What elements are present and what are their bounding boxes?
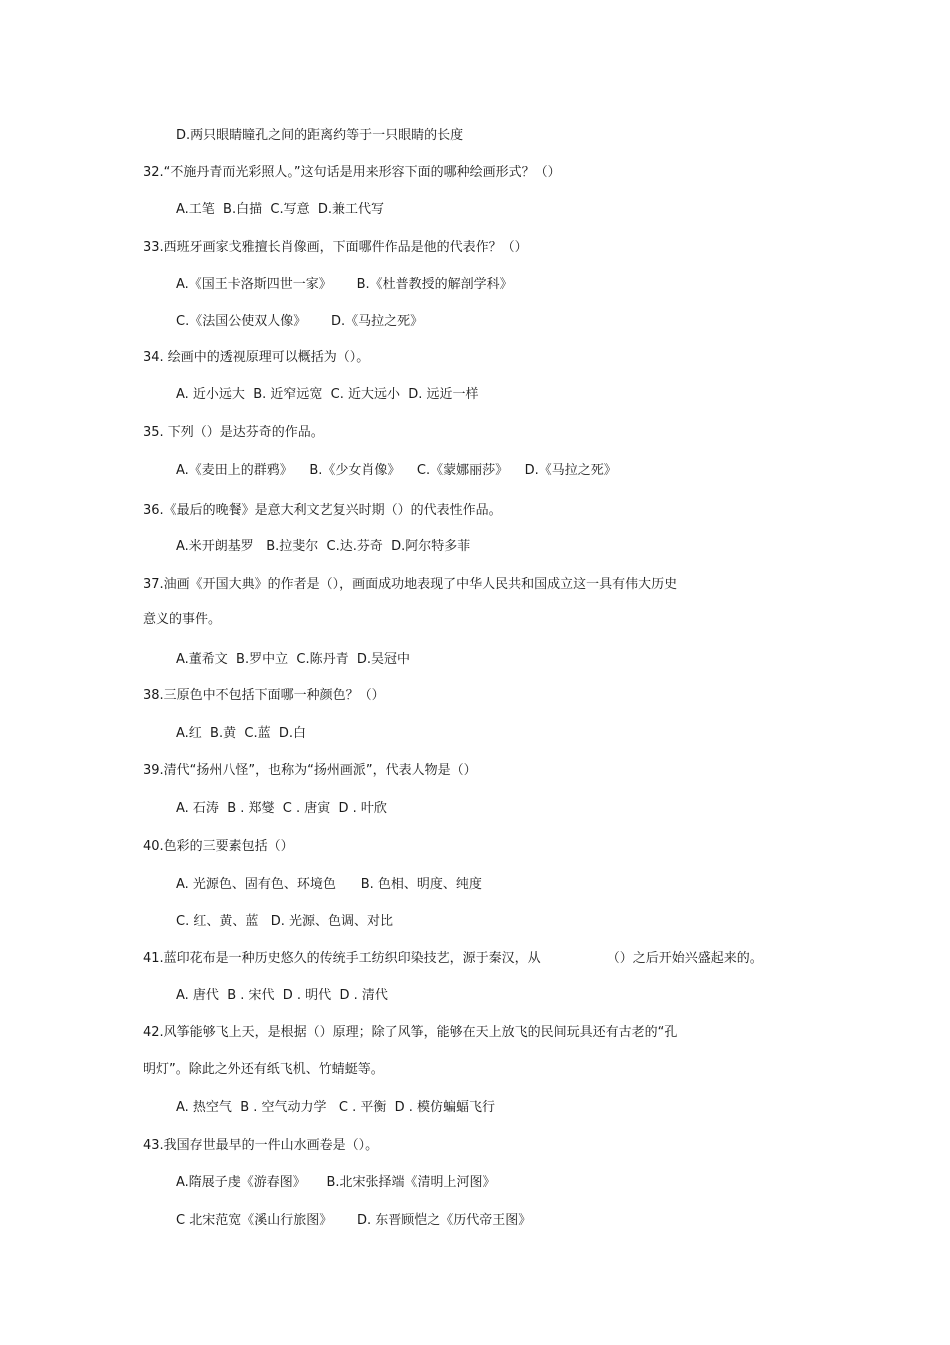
question-34: 34. 绘画中的透视原理可以概括为（）。 (143, 350, 370, 365)
option-line: C.《法国公使双人像》 D.《马拉之死》 (176, 314, 424, 329)
option-line: A.米开朗基罗 B.拉斐尔 C.达.芬奇 D.阿尔特多菲 (176, 539, 471, 554)
question-40: 40.色彩的三要素包括（） (143, 839, 294, 854)
option-line: A.隋展子虔《游春图》 B.北宋张择端《清明上河图》 (176, 1175, 496, 1190)
question-42-continued: 明灯”。除此之外还有纸飞机、竹蜻蜓等。 (143, 1062, 384, 1077)
question-32: 32.“不施丹青而光彩照人。”这句话是用来形容下面的哪种绘画形式？（） (143, 165, 561, 180)
question-37: 37.油画《开国大典》的作者是（），画面成功地表现了中华人民共和国成立这一具有伟大历史 (143, 577, 678, 592)
option-line: A. 近小远大 B. 近窄远宽 C. 近大远小 D. 远近一样 (176, 387, 479, 402)
option-line: A.红 B.黄 C.蓝 D.白 (176, 726, 306, 741)
option-line: C 北宋范宽《溪山行旅图》 D. 东晋顾恺之《历代帝王图》 (176, 1213, 532, 1228)
question-39: 39.清代“扬州八怪”，也称为“扬州画派”，代表人物是（） (143, 763, 477, 778)
question-41: 41.蓝印花布是一种历史悠久的传统手工纺织印染技艺，源于秦汉，从 （）之后开始兴盛起来的。 (143, 951, 763, 966)
option-line: D.两只眼睛瞳孔之间的距离约等于一只眼睛的长度 (176, 128, 464, 143)
question-43: 43.我国存世最早的一件山水画卷是（）。 (143, 1138, 379, 1153)
question-38: 38.三原色中不包括下面哪一种颜色？（） (143, 688, 385, 703)
option-line: A.董希文 B.罗中立 C.陈丹青 D.吴冠中 (176, 652, 410, 667)
option-line: A.《麦田上的群鸦》 B.《少女肖像》 C.《蒙娜丽莎》 D.《马拉之死》 (176, 463, 617, 478)
question-36: 36.《最后的晚餐》是意大利文艺复兴时期（）的代表性作品。 (143, 503, 502, 518)
question-37-continued: 意义的事件。 (143, 612, 222, 627)
option-line: A.《国王卡洛斯四世一家》 B.《杜普教授的解剖学科》 (176, 277, 513, 292)
option-line: A. 石涛 B . 郑燮 C . 唐寅 D . 叶欣 (176, 801, 387, 816)
question-35: 35. 下列（）是达芬奇的作品。 (143, 425, 324, 440)
question-42: 42.风筝能够飞上天，是根据（）原理；除了风筝，能够在天上放飞的民间玩具还有古老的“孔 (143, 1025, 678, 1040)
option-line: A. 光源色、固有色、环境色 B. 色相、明度、纯度 (176, 877, 482, 892)
option-line: A.工笔 B.白描 C.写意 D.兼工代写 (176, 202, 384, 217)
option-line: A. 唐代 B . 宋代 D . 明代 D . 清代 (176, 988, 388, 1003)
option-line: C. 红、黄、蓝 D. 光源、色调、对比 (176, 914, 394, 929)
question-33: 33.西班牙画家戈雅擅长肖像画，下面哪件作品是他的代表作？（） (143, 240, 528, 255)
option-line: A. 热空气 B . 空气动力学 C . 平衡 D . 模仿蝙蝠飞行 (176, 1100, 496, 1115)
